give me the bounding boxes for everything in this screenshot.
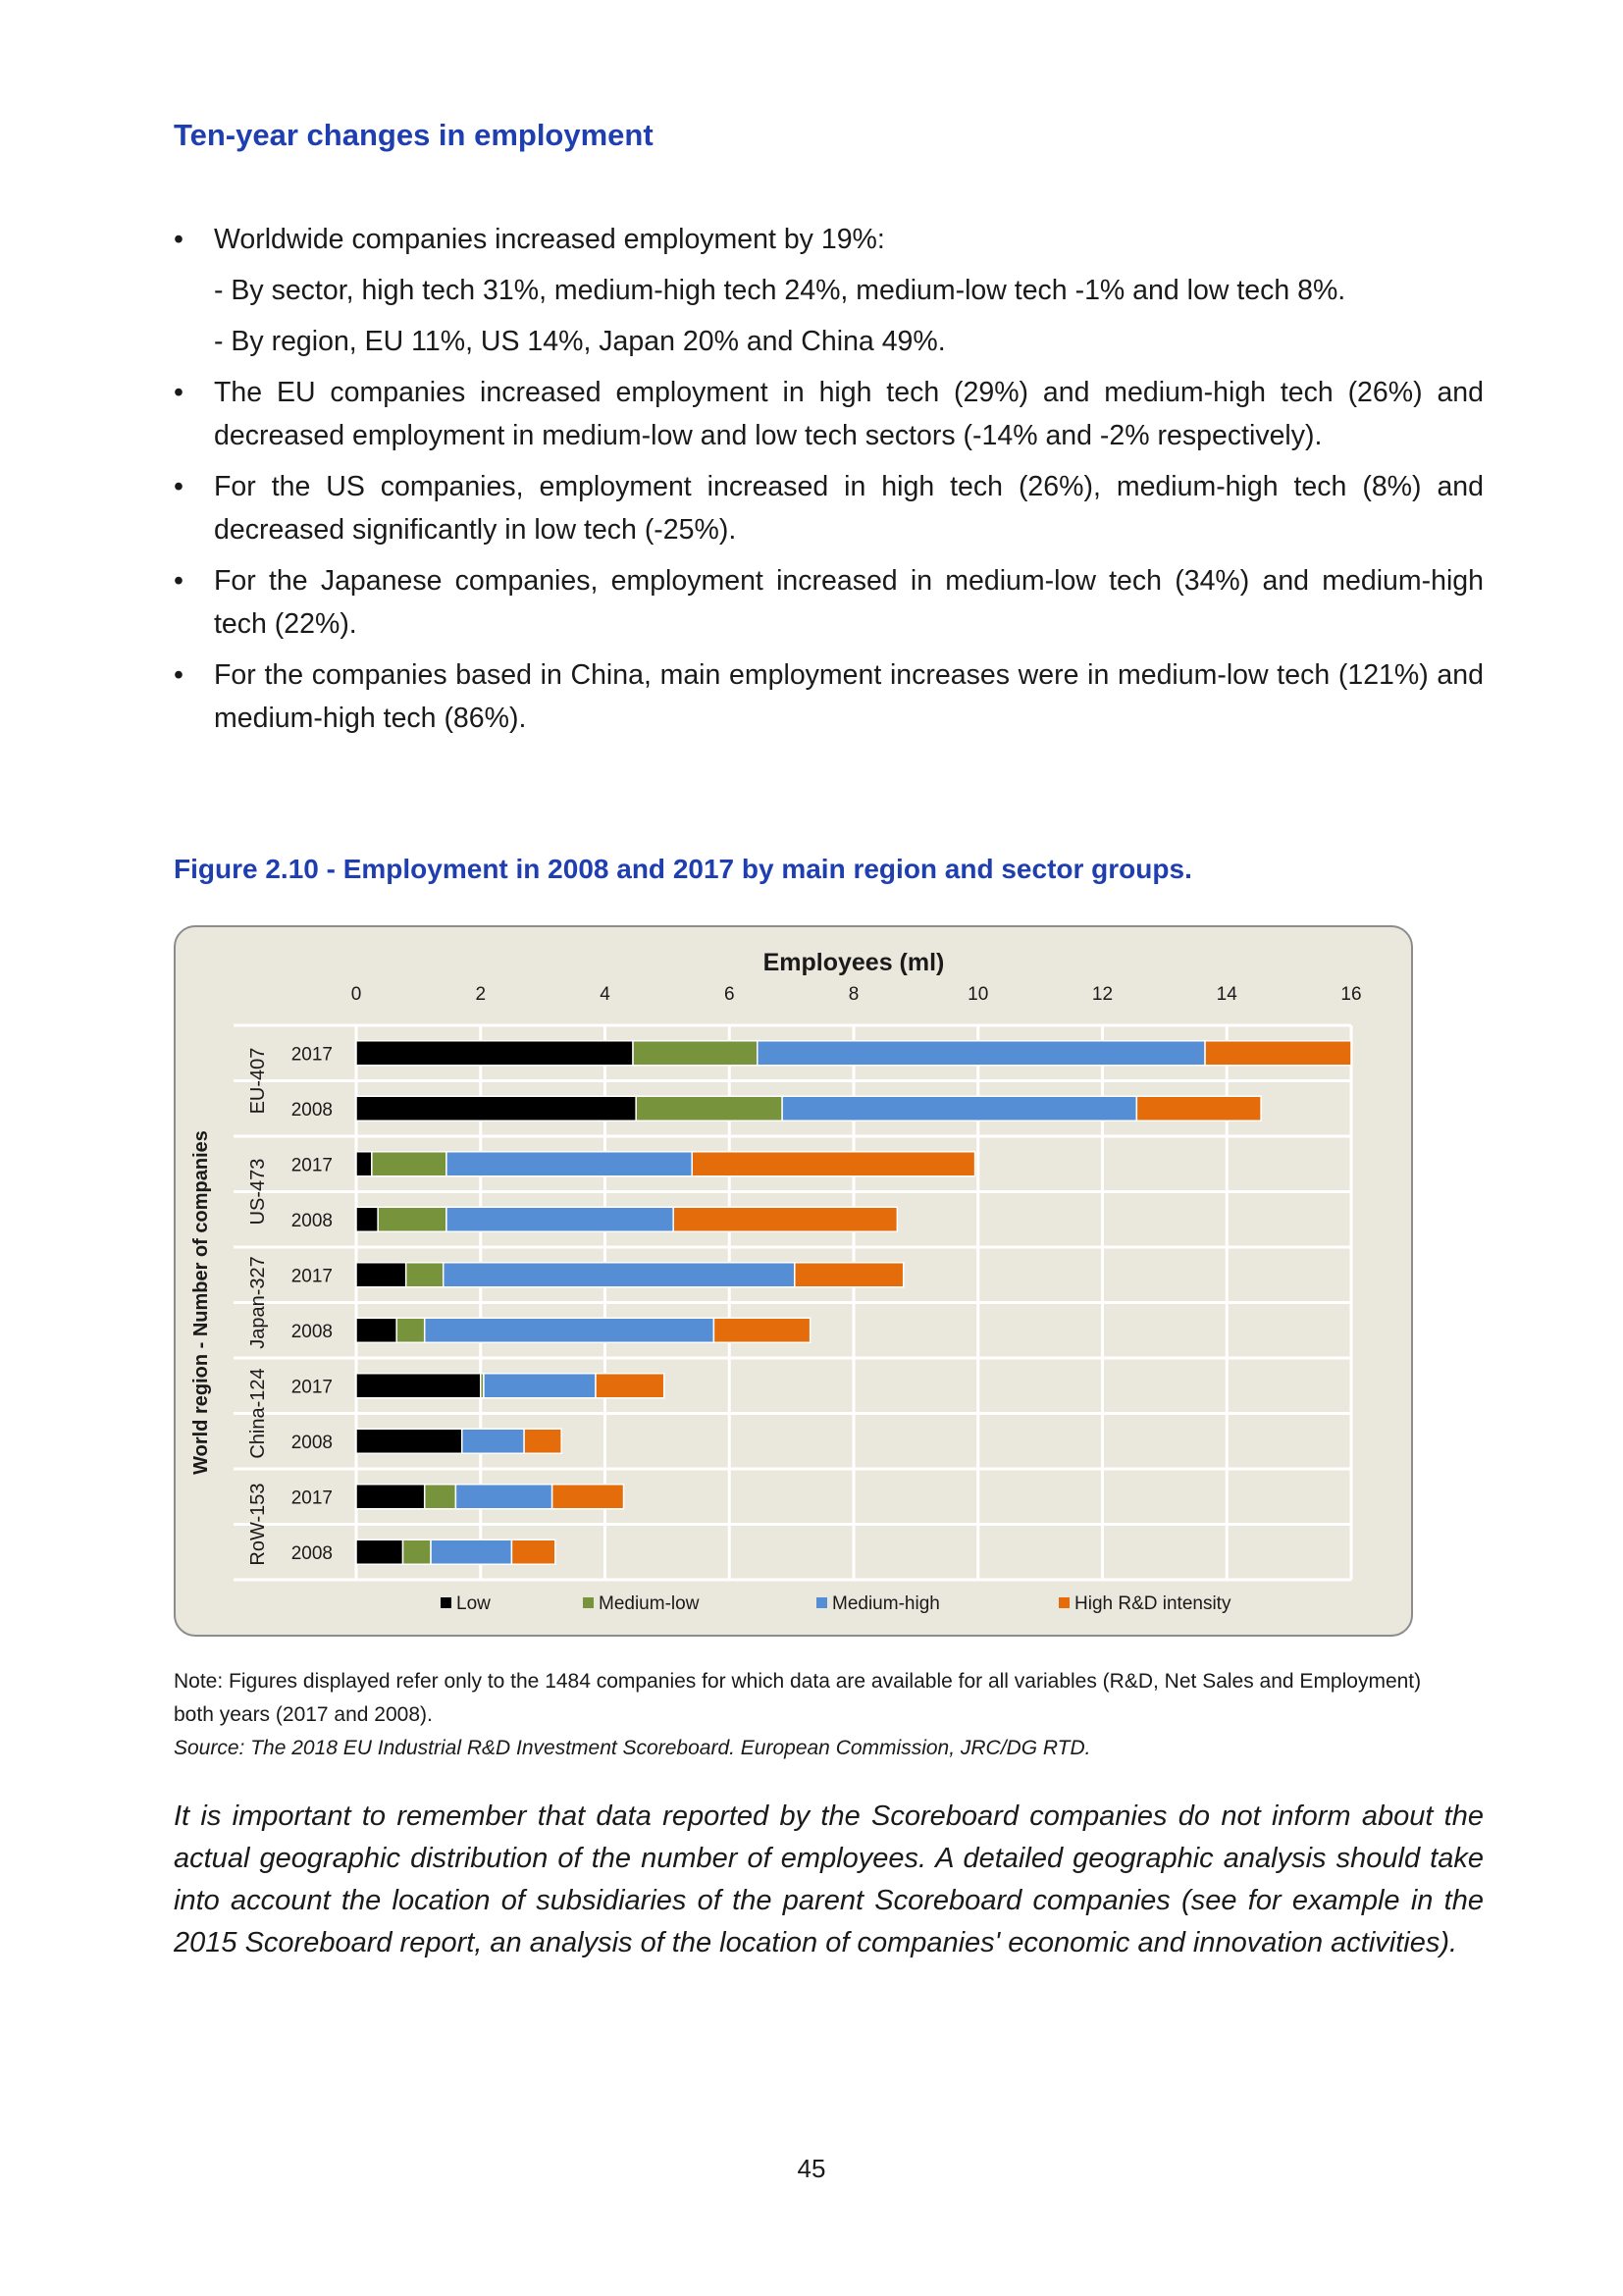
bar-segment-medium-high — [446, 1207, 673, 1231]
row-year-label: 2008 — [290, 1099, 333, 1121]
row-year-label: 2008 — [290, 1542, 333, 1564]
bar-segment-high-r-d-intensity — [692, 1152, 974, 1176]
legend-label: High R&D intensity — [1074, 1593, 1231, 1614]
bar-segment-high-r-d-intensity — [713, 1318, 810, 1342]
bar-segment-medium-high — [484, 1374, 596, 1398]
bullet-dot-icon: • — [174, 471, 183, 502]
bar-segment-high-r-d-intensity — [1205, 1041, 1351, 1066]
row-year-label: 2017 — [290, 1377, 333, 1398]
bullet-dot-icon: • — [174, 565, 183, 597]
bullet-text: The EU companies increased employment in high tech (29%) and medium-high tech (26%) and decreased employment in medium-low and low tech sectors (-14% and -2% respectively). — [214, 377, 1484, 451]
legend-swatch — [441, 1597, 451, 1608]
figure-note — [174, 1665, 1449, 1765]
bullet-item — [174, 371, 1484, 457]
bullet-text: Worldwide companies increased employment by 19%: — [214, 224, 885, 255]
bar-segment-medium-high — [431, 1539, 511, 1564]
bar-segment-medium-low — [403, 1539, 432, 1564]
bar-segment-medium-low — [633, 1041, 758, 1066]
bar-segment-high-r-d-intensity — [552, 1485, 624, 1509]
bar-segment-medium-high — [446, 1152, 692, 1176]
bullet-item — [174, 559, 1484, 646]
note-text: Note: Figures displayed refer only to the 1484 companies for which data are available for all variables (R&D, Net Sales and Employment) both years (2017 and 2008). — [174, 1670, 1422, 1726]
bar-segment-low — [356, 1539, 403, 1564]
x-tick-label: 14 — [1216, 984, 1237, 1005]
bar-segment-high-r-d-intensity — [795, 1263, 904, 1287]
bar-segment-high-r-d-intensity — [511, 1539, 554, 1564]
row-year-label: 2008 — [290, 1432, 333, 1453]
closing-paragraph: It is important to remember that data reported by the Scoreboard companies do not inform about the actual geographic distribution of the number of employees. A detailed geographic analysis should take into account the location of subsidiaries of the parent Scoreboard companies (see for example in the 2015 Scoreboard report, an analysis of the location of companies' economic and innovation activities). — [174, 1800, 1484, 1958]
legend-label: Medium-high — [832, 1593, 940, 1614]
x-tick-label: 16 — [1340, 984, 1362, 1005]
group-label: RoW-153 — [247, 1483, 269, 1566]
bullet-text: For the US companies, employment increased in high tech (26%), medium-high tech (8%) and decreased significantly in low tech (-25%). — [214, 471, 1484, 546]
row-year-label: 2017 — [290, 1487, 333, 1509]
bar-segment-low — [356, 1263, 406, 1287]
row-year-label: 2008 — [290, 1210, 333, 1231]
bar-segment-medium-high — [782, 1096, 1136, 1121]
legend-swatch — [1059, 1597, 1070, 1608]
bullet-item — [174, 465, 1484, 551]
row-year-label: 2017 — [290, 1155, 333, 1176]
chart-title: Employees (ml) — [762, 949, 945, 976]
bullet-item — [174, 218, 1484, 363]
bar-segment-low — [356, 1374, 481, 1398]
x-tick-label: 10 — [968, 984, 989, 1005]
x-tick-label: 6 — [723, 984, 735, 1005]
bullet-subline: - By sector, high tech 31%, medium-high tech 24%, medium-low tech -1% and low tech 8%. — [214, 275, 1346, 306]
bar-segment-medium-high — [444, 1263, 795, 1287]
source-text: Source: The 2018 EU Industrial R&D Investment Scoreboard. European Commission, JRC/DG RTD. — [174, 1737, 1091, 1759]
group-label: Japan-327 — [247, 1256, 269, 1349]
group-label: US-473 — [247, 1158, 269, 1226]
row-year-label: 2008 — [290, 1321, 333, 1342]
bar-segment-high-r-d-intensity — [673, 1207, 897, 1231]
bar-segment-high-r-d-intensity — [596, 1374, 664, 1398]
chart-container — [174, 925, 1413, 1637]
row-year-label: 2017 — [290, 1044, 333, 1066]
page-number: 45 — [797, 2154, 826, 2183]
legend-label: Low — [456, 1593, 491, 1614]
bar-segment-low — [356, 1152, 372, 1176]
bar-segment-medium-high — [462, 1429, 524, 1453]
x-tick-label: 4 — [600, 984, 610, 1005]
x-tick-label: 0 — [350, 984, 362, 1005]
bar-segment-low — [356, 1429, 462, 1453]
row-year-label: 2017 — [290, 1266, 333, 1287]
bar-segment-low — [356, 1485, 425, 1509]
y-axis-title: World region - Number of companies — [190, 1130, 212, 1475]
legend-swatch — [583, 1597, 594, 1608]
employment-stacked-bar-chart — [176, 927, 1411, 1635]
bullet-dot-icon: • — [174, 224, 183, 255]
group-label: EU-407 — [247, 1047, 269, 1115]
bar-segment-medium-low — [406, 1263, 444, 1287]
bar-segment-low — [356, 1041, 633, 1066]
bar-segment-medium-low — [425, 1485, 456, 1509]
bar-segment-low — [356, 1096, 636, 1121]
section-heading: Ten-year changes in employment — [174, 118, 654, 152]
bullet-list — [174, 218, 1484, 748]
bullet-text: For the Japanese companies, employment increased in medium-low tech (34%) and medium-high tech (22%). — [214, 565, 1484, 640]
bar-segment-high-r-d-intensity — [1136, 1096, 1261, 1121]
bar-segment-medium-high — [758, 1041, 1205, 1066]
bar-segment-medium-low — [396, 1318, 425, 1342]
bullet-subline: - By region, EU 11%, US 14%, Japan 20% and China 49%. — [214, 326, 946, 357]
bullet-item — [174, 653, 1484, 740]
bar-segment-medium-low — [378, 1207, 446, 1231]
bar-segment-medium-high — [425, 1318, 714, 1342]
legend-label: Medium-low — [599, 1593, 700, 1614]
bar-segment-low — [356, 1207, 378, 1231]
bar-segment-high-r-d-intensity — [524, 1429, 561, 1453]
bullet-dot-icon: • — [174, 659, 183, 691]
bar-segment-medium-low — [636, 1096, 782, 1121]
x-tick-label: 8 — [848, 984, 860, 1005]
x-tick-label: 12 — [1091, 984, 1114, 1005]
group-label: China-124 — [247, 1368, 269, 1459]
bar-segment-medium-high — [455, 1485, 551, 1509]
bar-segment-medium-low — [372, 1152, 446, 1176]
bar-segment-low — [356, 1318, 396, 1342]
legend-swatch — [816, 1597, 827, 1608]
figure-title: Figure 2.10 - Employment in 2008 and 2017 by main region and sector groups. — [174, 854, 1192, 884]
bullet-text: For the companies based in China, main employment increases were in medium-low tech (121%) and medium-high tech (86%). — [214, 659, 1484, 734]
bullet-dot-icon: • — [174, 377, 183, 408]
x-tick-label: 2 — [475, 984, 487, 1005]
